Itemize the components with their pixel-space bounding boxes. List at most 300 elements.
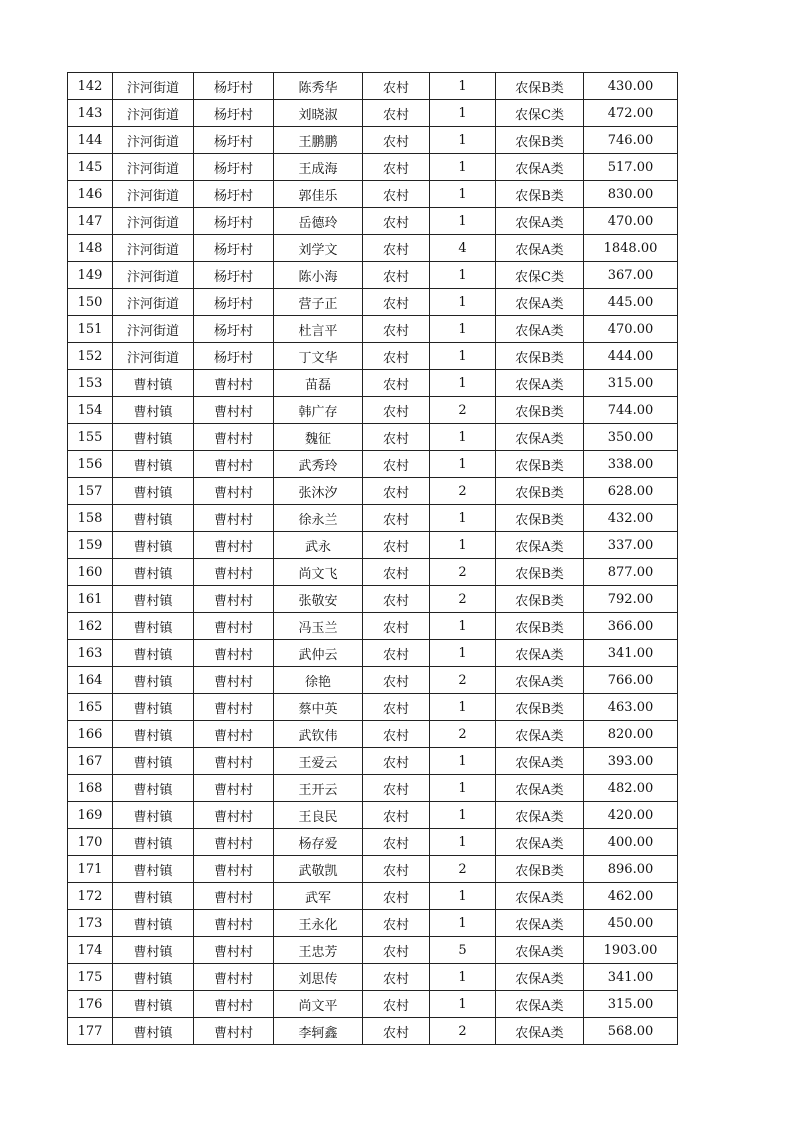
insurance-category-cell: 农保A类 — [496, 910, 584, 937]
village-cell: 杨圩村 — [194, 343, 274, 370]
household-type-cell: 农村 — [363, 73, 430, 100]
street-cell: 曹村镇 — [113, 613, 194, 640]
household-type-cell: 农村 — [363, 505, 430, 532]
household-type-cell: 农村 — [363, 208, 430, 235]
table-row — [68, 910, 678, 937]
village-cell: 杨圩村 — [194, 100, 274, 127]
person-count-cell: 1 — [430, 100, 496, 127]
household-type-cell: 农村 — [363, 613, 430, 640]
street-cell: 汴河街道 — [113, 154, 194, 181]
household-type-cell: 农村 — [363, 370, 430, 397]
person-count-cell: 1 — [430, 775, 496, 802]
amount-cell: 341.00 — [584, 640, 678, 667]
row-number-cell: 157 — [68, 478, 113, 505]
name-cell: 徐永兰 — [274, 505, 363, 532]
amount-cell: 792.00 — [584, 586, 678, 613]
row-number-cell: 158 — [68, 505, 113, 532]
row-number-cell: 170 — [68, 829, 113, 856]
table-row — [68, 370, 678, 397]
person-count-cell: 2 — [430, 667, 496, 694]
street-cell: 曹村镇 — [113, 667, 194, 694]
household-type-cell: 农村 — [363, 154, 430, 181]
person-count-cell: 2 — [430, 856, 496, 883]
amount-cell: 445.00 — [584, 289, 678, 316]
amount-cell: 366.00 — [584, 613, 678, 640]
row-number-cell: 145 — [68, 154, 113, 181]
village-cell: 曹村村 — [194, 397, 274, 424]
person-count-cell: 1 — [430, 748, 496, 775]
village-cell: 曹村村 — [194, 505, 274, 532]
name-cell: 武永 — [274, 532, 363, 559]
person-count-cell: 1 — [430, 910, 496, 937]
insurance-category-cell: 农保A类 — [496, 640, 584, 667]
amount-cell: 315.00 — [584, 370, 678, 397]
name-cell: 陈秀华 — [274, 73, 363, 100]
amount-cell: 315.00 — [584, 991, 678, 1018]
name-cell: 郭佳乐 — [274, 181, 363, 208]
insurance-category-cell: 农保A类 — [496, 721, 584, 748]
insurance-category-cell: 农保A类 — [496, 667, 584, 694]
table-row — [68, 721, 678, 748]
street-cell: 曹村镇 — [113, 856, 194, 883]
row-number-cell: 173 — [68, 910, 113, 937]
street-cell: 曹村镇 — [113, 910, 194, 937]
street-cell: 汴河街道 — [113, 127, 194, 154]
person-count-cell: 1 — [430, 694, 496, 721]
street-cell: 曹村镇 — [113, 991, 194, 1018]
village-cell: 曹村村 — [194, 748, 274, 775]
street-cell: 曹村镇 — [113, 640, 194, 667]
street-cell: 汴河街道 — [113, 100, 194, 127]
street-cell: 曹村镇 — [113, 721, 194, 748]
household-type-cell: 农村 — [363, 775, 430, 802]
amount-cell: 450.00 — [584, 910, 678, 937]
table-row — [68, 181, 678, 208]
table-body — [68, 73, 678, 1045]
name-cell: 尚文平 — [274, 991, 363, 1018]
row-number-cell: 164 — [68, 667, 113, 694]
row-number-cell: 146 — [68, 181, 113, 208]
village-cell: 杨圩村 — [194, 181, 274, 208]
street-cell: 曹村镇 — [113, 586, 194, 613]
insurance-category-cell: 农保A类 — [496, 289, 584, 316]
table-row — [68, 316, 678, 343]
amount-cell: 444.00 — [584, 343, 678, 370]
village-cell: 曹村村 — [194, 613, 274, 640]
table-row — [68, 235, 678, 262]
village-cell: 曹村村 — [194, 802, 274, 829]
person-count-cell: 1 — [430, 154, 496, 181]
village-cell: 曹村村 — [194, 478, 274, 505]
village-cell: 曹村村 — [194, 1018, 274, 1045]
name-cell: 杨存爱 — [274, 829, 363, 856]
person-count-cell: 1 — [430, 883, 496, 910]
person-count-cell: 1 — [430, 316, 496, 343]
row-number-cell: 165 — [68, 694, 113, 721]
insurance-category-cell: 农保A类 — [496, 370, 584, 397]
village-cell: 曹村村 — [194, 721, 274, 748]
insurance-category-cell: 农保B类 — [496, 73, 584, 100]
row-number-cell: 163 — [68, 640, 113, 667]
amount-cell: 877.00 — [584, 559, 678, 586]
village-cell: 杨圩村 — [194, 235, 274, 262]
table-row — [68, 856, 678, 883]
street-cell: 曹村镇 — [113, 802, 194, 829]
row-number-cell: 166 — [68, 721, 113, 748]
table-row — [68, 100, 678, 127]
table-row — [68, 640, 678, 667]
name-cell: 刘学文 — [274, 235, 363, 262]
village-cell: 杨圩村 — [194, 127, 274, 154]
amount-cell: 430.00 — [584, 73, 678, 100]
household-type-cell: 农村 — [363, 235, 430, 262]
person-count-cell: 1 — [430, 127, 496, 154]
row-number-cell: 159 — [68, 532, 113, 559]
name-cell: 营子正 — [274, 289, 363, 316]
amount-cell: 482.00 — [584, 775, 678, 802]
name-cell: 刘思传 — [274, 964, 363, 991]
street-cell: 曹村镇 — [113, 370, 194, 397]
household-type-cell: 农村 — [363, 127, 430, 154]
table-row — [68, 694, 678, 721]
household-type-cell: 农村 — [363, 343, 430, 370]
street-cell: 汴河街道 — [113, 73, 194, 100]
street-cell: 曹村镇 — [113, 964, 194, 991]
village-cell: 曹村村 — [194, 370, 274, 397]
street-cell: 曹村镇 — [113, 937, 194, 964]
name-cell: 苗磊 — [274, 370, 363, 397]
street-cell: 曹村镇 — [113, 694, 194, 721]
table-row — [68, 586, 678, 613]
village-cell: 杨圩村 — [194, 154, 274, 181]
person-count-cell: 2 — [430, 559, 496, 586]
insurance-category-cell: 农保A类 — [496, 424, 584, 451]
row-number-cell: 142 — [68, 73, 113, 100]
table-row — [68, 802, 678, 829]
row-number-cell: 161 — [68, 586, 113, 613]
insurance-category-cell: 农保A类 — [496, 235, 584, 262]
village-cell: 曹村村 — [194, 991, 274, 1018]
street-cell: 曹村镇 — [113, 775, 194, 802]
person-count-cell: 1 — [430, 829, 496, 856]
name-cell: 岳德玲 — [274, 208, 363, 235]
row-number-cell: 176 — [68, 991, 113, 1018]
row-number-cell: 155 — [68, 424, 113, 451]
name-cell: 李轲鑫 — [274, 1018, 363, 1045]
insurance-category-cell: 农保B类 — [496, 181, 584, 208]
insurance-category-cell: 农保B类 — [496, 586, 584, 613]
street-cell: 汴河街道 — [113, 235, 194, 262]
table-row — [68, 154, 678, 181]
table-row — [68, 667, 678, 694]
person-count-cell: 4 — [430, 235, 496, 262]
street-cell: 汴河街道 — [113, 181, 194, 208]
household-type-cell: 农村 — [363, 1018, 430, 1045]
person-count-cell: 2 — [430, 1018, 496, 1045]
insurance-category-cell: 农保C类 — [496, 100, 584, 127]
person-count-cell: 1 — [430, 208, 496, 235]
name-cell: 王开云 — [274, 775, 363, 802]
name-cell: 蔡中英 — [274, 694, 363, 721]
name-cell: 冯玉兰 — [274, 613, 363, 640]
row-number-cell: 175 — [68, 964, 113, 991]
amount-cell: 896.00 — [584, 856, 678, 883]
household-type-cell: 农村 — [363, 910, 430, 937]
amount-cell: 746.00 — [584, 127, 678, 154]
table-row — [68, 397, 678, 424]
household-type-cell: 农村 — [363, 532, 430, 559]
street-cell: 曹村镇 — [113, 397, 194, 424]
insurance-category-cell: 农保B类 — [496, 451, 584, 478]
insurance-category-cell: 农保B类 — [496, 397, 584, 424]
row-number-cell: 160 — [68, 559, 113, 586]
household-type-cell: 农村 — [363, 424, 430, 451]
amount-cell: 432.00 — [584, 505, 678, 532]
table-row — [68, 208, 678, 235]
insurance-category-cell: 农保B类 — [496, 613, 584, 640]
household-type-cell: 农村 — [363, 748, 430, 775]
name-cell: 张敬安 — [274, 586, 363, 613]
street-cell: 曹村镇 — [113, 1018, 194, 1045]
name-cell: 张沐汐 — [274, 478, 363, 505]
row-number-cell: 149 — [68, 262, 113, 289]
household-type-cell: 农村 — [363, 694, 430, 721]
household-type-cell: 农村 — [363, 451, 430, 478]
street-cell: 汴河街道 — [113, 343, 194, 370]
insurance-category-cell: 农保A类 — [496, 964, 584, 991]
village-cell: 曹村村 — [194, 775, 274, 802]
street-cell: 曹村镇 — [113, 748, 194, 775]
table-row — [68, 343, 678, 370]
village-cell: 曹村村 — [194, 424, 274, 451]
row-number-cell: 177 — [68, 1018, 113, 1045]
insurance-category-cell: 农保B类 — [496, 478, 584, 505]
amount-cell: 337.00 — [584, 532, 678, 559]
insurance-category-cell: 农保A类 — [496, 208, 584, 235]
table-row — [68, 829, 678, 856]
person-count-cell: 2 — [430, 478, 496, 505]
street-cell: 曹村镇 — [113, 451, 194, 478]
table-row — [68, 478, 678, 505]
insurance-category-cell: 农保A类 — [496, 937, 584, 964]
village-cell: 曹村村 — [194, 883, 274, 910]
street-cell: 曹村镇 — [113, 532, 194, 559]
person-count-cell: 1 — [430, 262, 496, 289]
row-number-cell: 151 — [68, 316, 113, 343]
street-cell: 汴河街道 — [113, 262, 194, 289]
amount-cell: 517.00 — [584, 154, 678, 181]
name-cell: 韩广存 — [274, 397, 363, 424]
amount-cell: 1903.00 — [584, 937, 678, 964]
name-cell: 武军 — [274, 883, 363, 910]
amount-cell: 568.00 — [584, 1018, 678, 1045]
name-cell: 王永化 — [274, 910, 363, 937]
table-row — [68, 775, 678, 802]
village-cell: 曹村村 — [194, 910, 274, 937]
name-cell: 陈小海 — [274, 262, 363, 289]
person-count-cell: 1 — [430, 613, 496, 640]
table-row — [68, 532, 678, 559]
table-row — [68, 937, 678, 964]
name-cell: 王成海 — [274, 154, 363, 181]
village-cell: 曹村村 — [194, 829, 274, 856]
street-cell: 曹村镇 — [113, 478, 194, 505]
insurance-category-cell: 农保A类 — [496, 775, 584, 802]
row-number-cell: 153 — [68, 370, 113, 397]
household-type-cell: 农村 — [363, 721, 430, 748]
amount-cell: 1848.00 — [584, 235, 678, 262]
person-count-cell: 2 — [430, 586, 496, 613]
household-type-cell: 农村 — [363, 559, 430, 586]
village-cell: 杨圩村 — [194, 208, 274, 235]
name-cell: 王良民 — [274, 802, 363, 829]
village-cell: 曹村村 — [194, 667, 274, 694]
name-cell: 徐艳 — [274, 667, 363, 694]
row-number-cell: 169 — [68, 802, 113, 829]
insurance-category-cell: 农保B类 — [496, 694, 584, 721]
street-cell: 曹村镇 — [113, 559, 194, 586]
insurance-category-cell: 农保A类 — [496, 748, 584, 775]
household-type-cell: 农村 — [363, 802, 430, 829]
amount-cell: 400.00 — [584, 829, 678, 856]
table-row — [68, 73, 678, 100]
table-row — [68, 451, 678, 478]
street-cell: 汴河街道 — [113, 289, 194, 316]
village-cell: 曹村村 — [194, 451, 274, 478]
amount-cell: 470.00 — [584, 208, 678, 235]
street-cell: 汴河街道 — [113, 316, 194, 343]
table-row — [68, 1018, 678, 1045]
amount-cell: 628.00 — [584, 478, 678, 505]
household-type-cell: 农村 — [363, 289, 430, 316]
row-number-cell: 156 — [68, 451, 113, 478]
table-row — [68, 262, 678, 289]
row-number-cell: 143 — [68, 100, 113, 127]
row-number-cell: 147 — [68, 208, 113, 235]
row-number-cell: 168 — [68, 775, 113, 802]
table-row — [68, 559, 678, 586]
name-cell: 杜言平 — [274, 316, 363, 343]
street-cell: 汴河街道 — [113, 208, 194, 235]
household-type-cell: 农村 — [363, 586, 430, 613]
person-count-cell: 1 — [430, 424, 496, 451]
household-type-cell: 农村 — [363, 316, 430, 343]
table-row — [68, 883, 678, 910]
household-type-cell: 农村 — [363, 667, 430, 694]
household-type-cell: 农村 — [363, 181, 430, 208]
amount-cell: 338.00 — [584, 451, 678, 478]
person-count-cell: 1 — [430, 505, 496, 532]
insurance-category-cell: 农保B类 — [496, 505, 584, 532]
amount-cell: 463.00 — [584, 694, 678, 721]
insurance-category-cell: 农保B类 — [496, 856, 584, 883]
person-count-cell: 1 — [430, 991, 496, 1018]
person-count-cell: 1 — [430, 964, 496, 991]
person-count-cell: 1 — [430, 370, 496, 397]
village-cell: 曹村村 — [194, 532, 274, 559]
insurance-category-cell: 农保A类 — [496, 532, 584, 559]
amount-cell: 462.00 — [584, 883, 678, 910]
person-count-cell: 2 — [430, 397, 496, 424]
row-number-cell: 154 — [68, 397, 113, 424]
village-cell: 曹村村 — [194, 694, 274, 721]
household-type-cell: 农村 — [363, 829, 430, 856]
street-cell: 曹村镇 — [113, 505, 194, 532]
row-number-cell: 167 — [68, 748, 113, 775]
row-number-cell: 172 — [68, 883, 113, 910]
amount-cell: 341.00 — [584, 964, 678, 991]
name-cell: 魏征 — [274, 424, 363, 451]
person-count-cell: 1 — [430, 343, 496, 370]
row-number-cell: 171 — [68, 856, 113, 883]
amount-cell: 766.00 — [584, 667, 678, 694]
name-cell: 尚文飞 — [274, 559, 363, 586]
table-row — [68, 424, 678, 451]
row-number-cell: 144 — [68, 127, 113, 154]
table-row — [68, 127, 678, 154]
village-cell: 曹村村 — [194, 964, 274, 991]
amount-cell: 470.00 — [584, 316, 678, 343]
insurance-category-cell: 农保A类 — [496, 883, 584, 910]
household-type-cell: 农村 — [363, 991, 430, 1018]
village-cell: 杨圩村 — [194, 289, 274, 316]
name-cell: 丁文华 — [274, 343, 363, 370]
insurance-category-cell: 农保B类 — [496, 559, 584, 586]
insurance-category-cell: 农保A类 — [496, 1018, 584, 1045]
row-number-cell: 152 — [68, 343, 113, 370]
village-cell: 曹村村 — [194, 586, 274, 613]
row-number-cell: 174 — [68, 937, 113, 964]
amount-cell: 393.00 — [584, 748, 678, 775]
household-type-cell: 农村 — [363, 883, 430, 910]
name-cell: 王鹏鹏 — [274, 127, 363, 154]
household-type-cell: 农村 — [363, 100, 430, 127]
name-cell: 王爱云 — [274, 748, 363, 775]
subsidy-table — [67, 72, 678, 1045]
row-number-cell: 148 — [68, 235, 113, 262]
insurance-category-cell: 农保A类 — [496, 802, 584, 829]
insurance-category-cell: 农保A类 — [496, 991, 584, 1018]
person-count-cell: 1 — [430, 451, 496, 478]
table-row — [68, 748, 678, 775]
table-row — [68, 289, 678, 316]
village-cell: 曹村村 — [194, 937, 274, 964]
street-cell: 曹村镇 — [113, 883, 194, 910]
village-cell: 曹村村 — [194, 856, 274, 883]
insurance-category-cell: 农保A类 — [496, 316, 584, 343]
amount-cell: 420.00 — [584, 802, 678, 829]
person-count-cell: 2 — [430, 721, 496, 748]
household-type-cell: 农村 — [363, 262, 430, 289]
household-type-cell: 农村 — [363, 964, 430, 991]
table-row — [68, 991, 678, 1018]
person-count-cell: 1 — [430, 181, 496, 208]
village-cell: 曹村村 — [194, 640, 274, 667]
amount-cell: 744.00 — [584, 397, 678, 424]
village-cell: 杨圩村 — [194, 316, 274, 343]
household-type-cell: 农村 — [363, 397, 430, 424]
street-cell: 曹村镇 — [113, 424, 194, 451]
person-count-cell: 1 — [430, 532, 496, 559]
amount-cell: 367.00 — [584, 262, 678, 289]
table-row — [68, 613, 678, 640]
person-count-cell: 1 — [430, 802, 496, 829]
household-type-cell: 农村 — [363, 478, 430, 505]
insurance-category-cell: 农保B类 — [496, 343, 584, 370]
insurance-category-cell: 农保C类 — [496, 262, 584, 289]
household-type-cell: 农村 — [363, 937, 430, 964]
amount-cell: 350.00 — [584, 424, 678, 451]
